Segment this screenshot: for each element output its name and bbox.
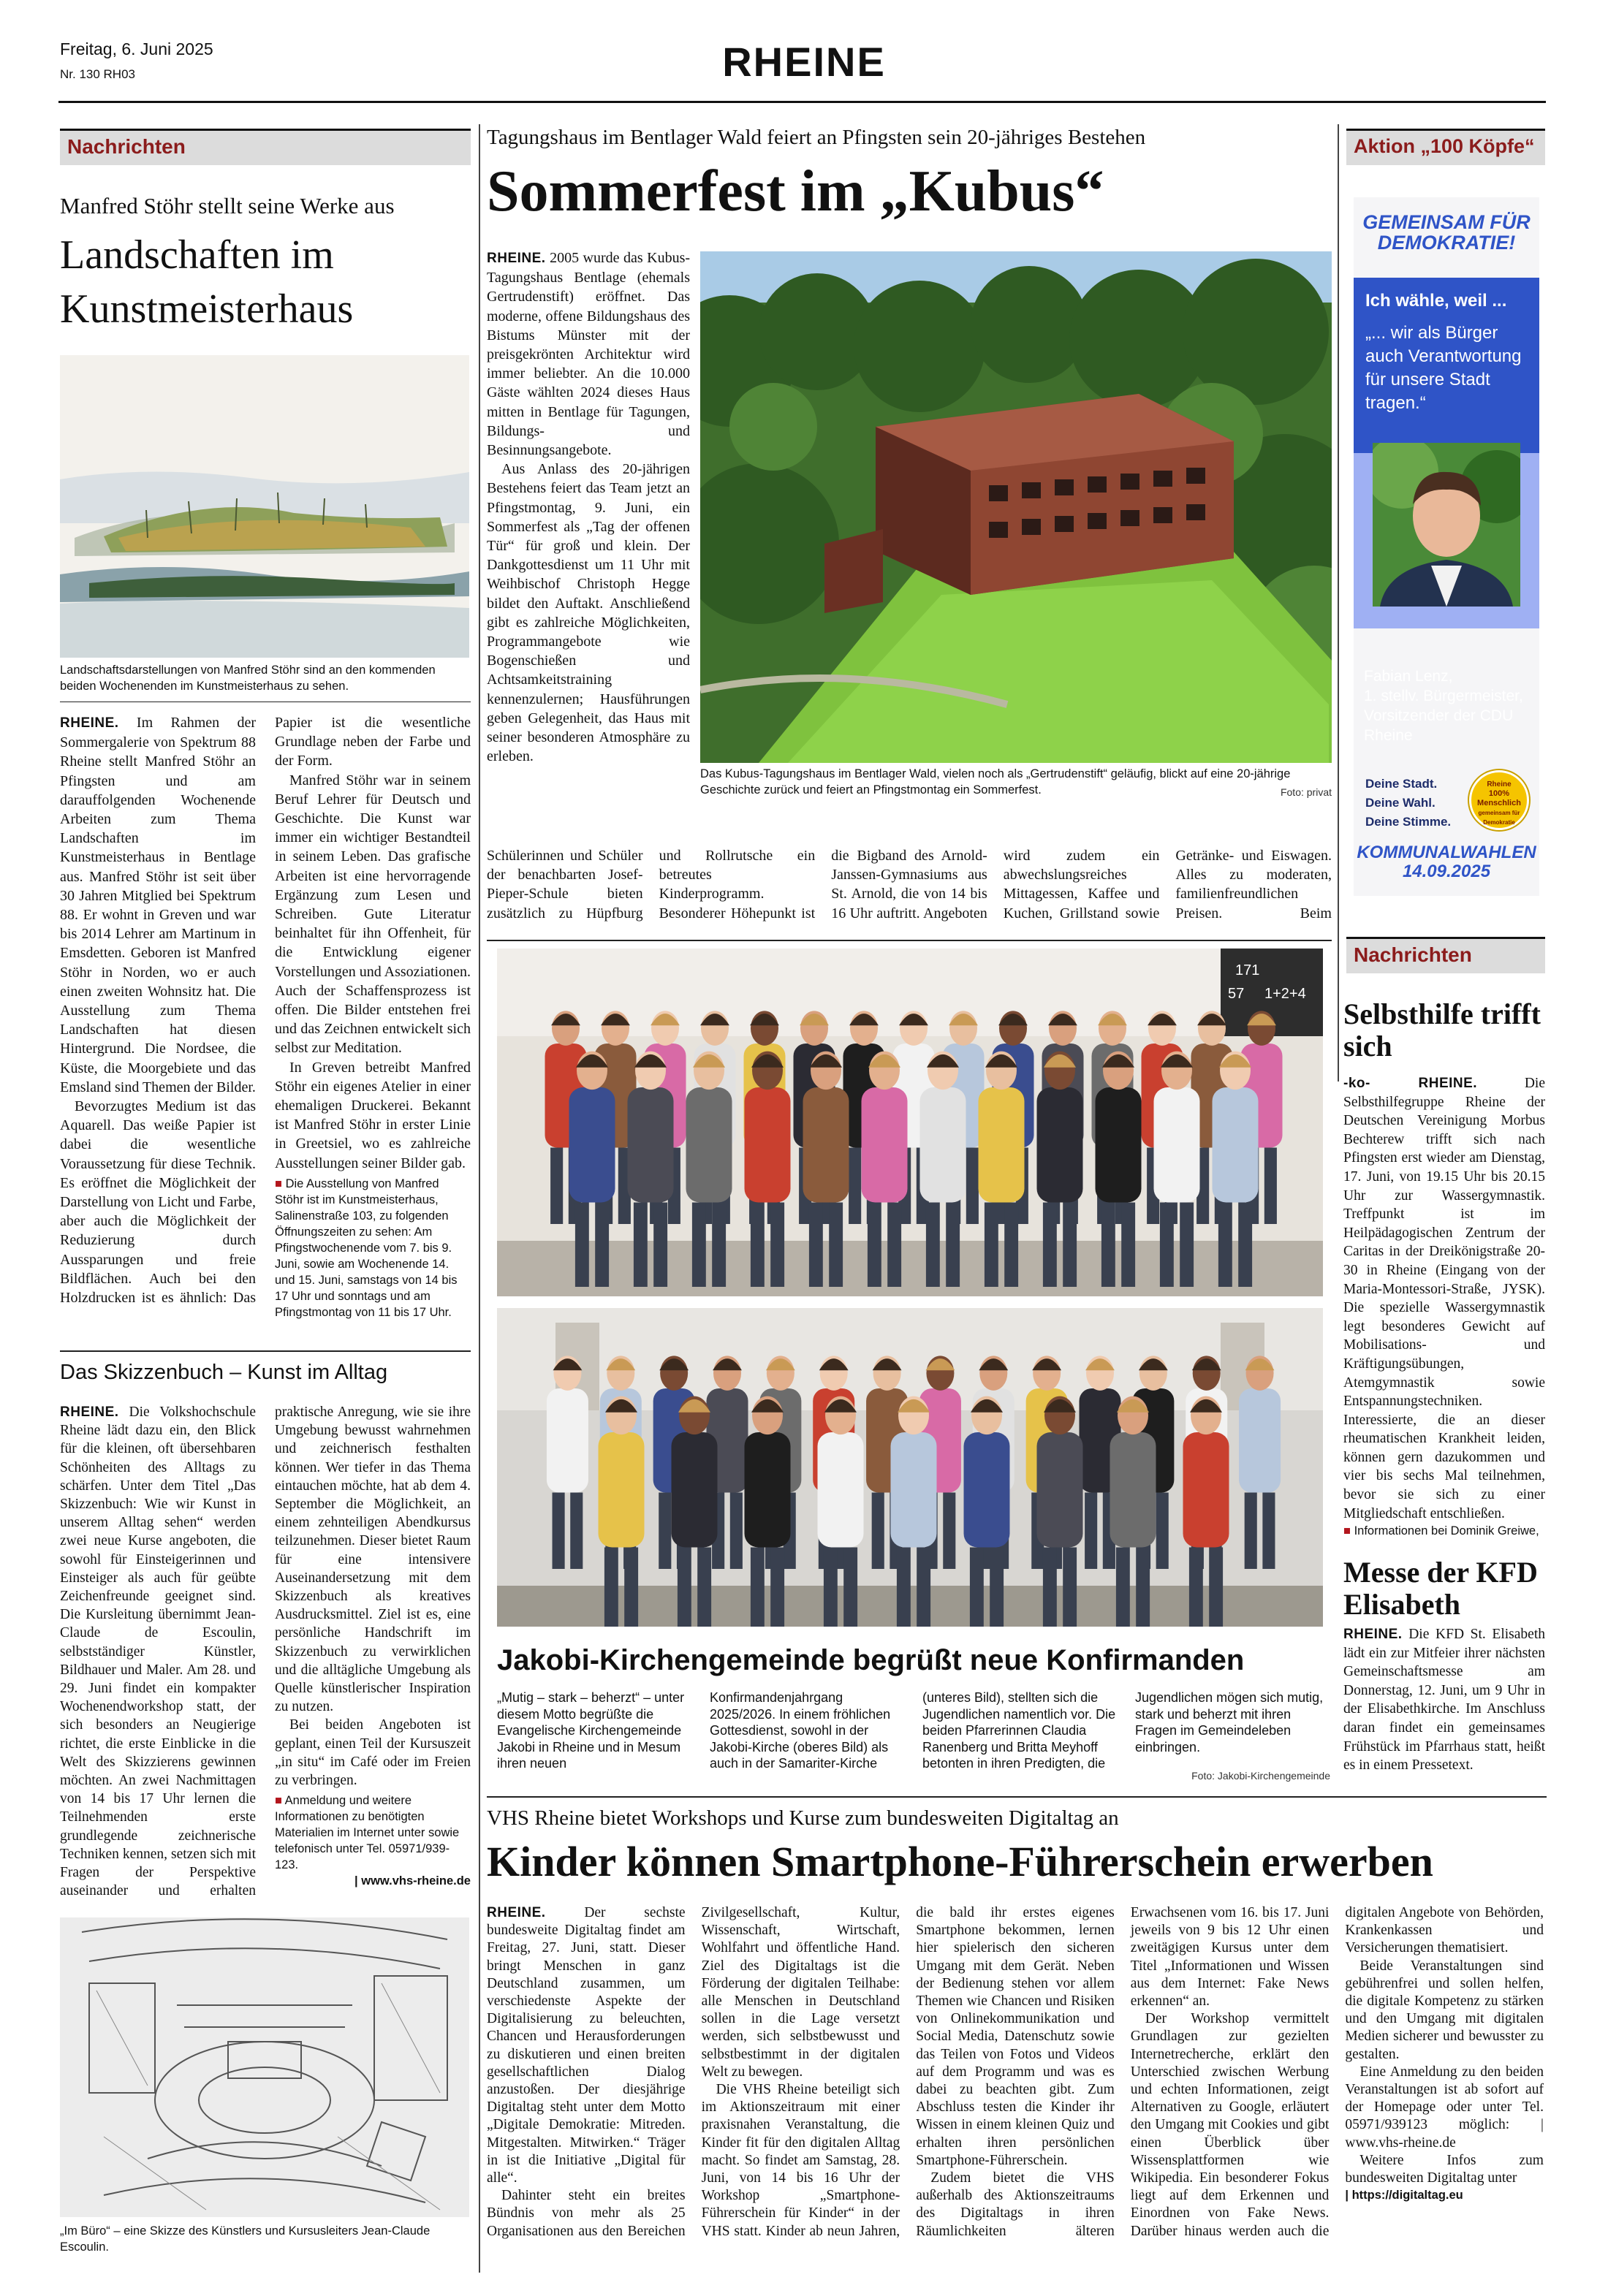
section-tag-nachrichten-right: Nachrichten [1346,937,1545,973]
header-rule [58,101,1546,103]
skizzen-sketch-image [60,1917,469,2217]
kubus-paragraph-3: Schülerinnen und Schüler der benachbarten Josef-Pieper-Schule bieten zusätzlich zu Hüpfburg und Rollrutsche ein betreutes Kinderprogramm. Besonderer Höhepunkt ist die Bigband des Arnold-Janssen-Gymnasiums aus St. Arnold, die von 14 bis 16 Uhr auftritt. Angeboten wird zudem ein abwechslungsreiches Mittagessen, Kaffee und Kuchen, Grillstand sowie Getränke- und Eiswagen. Alles zu moderaten, familienfreundlichen Preisen. Beim [487,848,1332,921]
info-square-icon: ■ [275,1176,282,1190]
dateline: RHEINE. [487,1905,546,1920]
kunst-article-body [60,713,471,1342]
info-square-icon: ■ [1343,1524,1351,1538]
election-ad [1354,197,1539,896]
page-section-title: RHEINE [722,39,886,85]
kunst-paragraph-4: In Greven betreibt Manfred Stöhr ein eigenes Atelier in einer ehemaligen Druckerei. Bekannt ist Manfred Stöhr in erster Linie in Greetsiel, wo es zahlreiche Ausstellungen seiner Bilder gab. [275,1059,471,1171]
messe-body [1343,1625,1545,1793]
kunst-paragraph-2: Bevorzugtes Medium ist das Aquarell. Das weiße Papier ist dabei die wesentliche Voraussetzung für diese Technik. Es eröffnet die Möglichkeit der Darstellung von Licht und Farbe, aber auch die Möglichkeit der Reduzierung durch Aussparungen und freie Bildflächen. Auch bei den Holzdrucken ist es ähnlich: Das Papier ist die wesentliche Grundlage neben der Farbe und der Form. [60,715,471,1307]
konfirmanden-headline: Jakobi-Kirchengemeinde begrüßt neue Konfirmanden [497,1644,1245,1676]
digital-paragraph-5: Der Workshop vermittelt Grundlagen zur gezielten Internetrecherche, erklärt den Unterschied zwischen Werbung und echten Informationen, zeigt Alternativen zu Google, erläutert den Umgang mit Cookies und gibt einen Überblick über Wissensplattformen wie Wikipedia. Ein besonderer Fokus liegt auf dem Erkennen und Einordnen von Fake News. Darüber hinaus werden auch die digitalen Angebote von Behörden, Krankenkassen und Versicherungen thematisiert. [1130,1905,1544,2239]
digital-paragraph-8: Weitere Infos zum bundesweiten Digitaltag unter [1345,2152,1544,2186]
digital-headline: Kinder können Smartphone-Führerschein erwerben [487,1838,1433,1885]
ad-seal-badge [1469,770,1529,830]
dateline: RHEINE. [60,1404,119,1420]
kunst-info: Die Ausstellung von Manfred Stöhr ist im Kunstmeisterhaus, Salinenstraße 103, zu folgenden Öffnungszeiten zu sehen: Am Pfingstwochenende vom 7. bis 9. Juni, sowie am Wochenende 14. und 15. Juni, samstags von 14 bis 17 Uhr und sonntags und am Pfingstmontag von 11 bis 17 Uhr. [275,1176,458,1319]
article-divider [60,1350,471,1352]
selbsthilfe-text: Die Selbsthilfegruppe Rheine der Deutschen Vereinigung Morbus Bechterew trifft sich nach Pfingsten erst wieder am Dienstag, 17. Juni, von 19.15 Uhr bis 20.15 Uhr zur Wassergymnastik. Treffpunkt ist im Heilpädagogischen Zentrum der Caritas in der Dreikönigstraße 20-30 in Rheine (Eingang von der Maria-Montessori-Straße, JYSK). Die spezielle Wassergymnastik legt besonderes Gewicht auf Mobilisations- und Kräftigungsübungen, Atemgymnastik sowie Entspannungstechniken. Interessierte, die an dieser rheumatischen Krankheit leiden, können gern dazukommen und vier bis sechs Mal teilnehmen, bevor sie sich zu einer Mitgliedschaft entschließen. [1343,1076,1545,1521]
kubus-building-photo [700,251,1332,763]
konfirmanden-photo-credit: Foto: Jakobi-Kirchengemeinde [1191,1770,1330,1782]
section-tag-nachrichten: Nachrichten [60,129,471,165]
ad-election-label: KOMMUNALWAHLEN [1357,843,1536,862]
konfirmanden-photo-samariter-kirche [497,1308,1323,1627]
section-tag-aktion: Aktion „100 Köpfe“ [1346,129,1545,165]
issue-number: Nr. 130 RH03 [60,67,135,81]
kunst-paragraph-1: Im Rahmen der Sommergalerie von Spektrum 88 Rheine stellt Manfred Stöhr an Pfingsten und am darauffolgenden Wochenende Arbeiten zum Thema Landschaften im Kunstmeisterhaus in Bentlage aus. Manfred Stöhr ist seit über 30 Jahren Mitglied bei Spektrum 88. Er wohnt in Greven und war bis 2014 Lehrer am Martinum in Emsdetten. Geboren ist Manfred Stöhr in Norden, wo er auch einen zweiten Wohnsitz hat. Die Ausstellung zum Thema Landschaften hat diesen Hintergrund. Die Nordsee, die Küste, die Moorgebiete und das Emsland sind Themen der Bilder. [60,715,257,1095]
ad-quote-head: Ich wähle, weil ... [1365,291,1507,311]
digital-paragraph-1: Der sechste bundesweite Digitaltag findet am Freitag, 27. Juni, statt. Dieser bringt Menschen in ganz Deutschland zusammen, um verschiedenste Aspekte der Digitalisierung zu beleuchten, Chancen und Herausforderungen zu diskutieren und einen breiten gesellschaftlichen Dialog anzustoßen. Der diesjährige Digitaltag steht unter dem Motto „Digitale Demokratie: Mitreden. Mitgestalten. Mitwirken.“ Träger in ist die Initiative „Digital für alle“. [487,1905,686,2186]
issue-date: Freitag, 6. Juni 2025 [60,39,213,58]
skizzen-paragraph-2: Bei beiden Angeboten ist geplant, einen Teil der Kursuszeit „in situ“ im Café oder im Freien zu verbringen. [275,1717,471,1789]
ad-quote-box [1354,278,1539,453]
article-divider [487,940,1332,941]
kubus-kicker: Tagungshaus im Bentlager Wald feiert an Pfingsten sein 20-jähriges Bestehen [487,126,1146,149]
ad-person-name: Fabian Lenz, [1364,668,1453,685]
kubus-photo-caption: Das Kubus-Tagungshaus im Bentlager Wald, vielen noch als „Gertrudenstift“ geläufig, blickt auf eine 20-jährige Geschichte zurück und feiert an Pfingstmontag ein Sommerfest. [700,767,1291,797]
info-square-icon: ■ [275,1794,282,1808]
ad-slogan-1: Deine Stadt. [1365,777,1438,791]
skizzen-article-body [60,1403,471,1928]
ad-election-date: 14.09.2025 [1402,862,1491,881]
skizzen-image-caption: „Im Büro“ – eine Skizze des Künstlers und Kursusleiters Jean-Claude Escoulin. [60,2224,431,2254]
selbsthilfe-info: Informationen bei Dominik Greiwe, [1354,1524,1539,1538]
skizzen-info: Anmeldung und weitere Informationen zu benötigten Materialien im Internet unter sowie telefonisch unter Tel. 05971/939-123. [275,1794,460,1872]
ad-quote: „... wir als Bürger auch Verantwortung für unsere Stadt tragen.“ [1365,323,1522,413]
digital-paragraph-2: Dahinter steht ein breites Bündnis von mehr als 25 Organisationen aus den Bereichen Zivilgesellschaft, Kultur, Wissenschaft, Wirtschaft, Wohlfahrt und öffentliche Hand. Ziel des Digitaltags ist die Förderung der digitalen Teilhabe: alle Menschen in Deutschland sollen in die Lage versetzt werden, sich selbstbewusst und selbstbestimmt in der digitalen Welt zu bewegen. [487,1905,900,2239]
ad-brand-line-1: GEMEINSAM FÜR [1362,211,1531,233]
digital-paragraph-3: Die VHS Rheine beteiligt sich im Aktionszeitraum mit einer praxisnahen Veranstaltung, die Kinder fit für den digitalen Alltag macht. So findet am Samstag, 28. Juni, von 14 bis 16 Uhr der Workshop „Smartphone-Führerschein für Kinder“ in der VHS statt. Kinder ab neun Jahren, die bald ihr erstes eigenes Smartphone bekommen, lernen hier spielerisch den sicheren Umgang mit dem Gerät. Neben der Bedienung stehen vor allem Themen wie Chancen und Risiken von Onlinekommunikation und Social Media, Datenschutz sowie das Teilen von Fotos und Videos auf dem Programm und was es dabei zu beachten gibt. Zum Abschluss testen die Kinder ihr Wissen in einem kleinen Quiz und erhalten ihren persönlichen Smartphone-Führerschein. [701,1905,1115,2239]
selbsthilfe-headline: Selbsthilfe trifft sich [1343,997,1541,1063]
messe-text: Die KFD St. Elisabeth lädt ein zur Mitfeier ihrer nächsten Gemeinschaftsmesse am Donnerstag, 12. Juni, um 9 Uhr in der Elisabethkirche. Im Anschluss daran findet ein gemeinsames Frühstück im Pfarrhaus statt, heißt es in einem Pressetext. [1343,1627,1545,1774]
kubus-paragraph-2: Aus Anlass des 20-jährigen Bestehens feiert das Team jetzt an Pfingstmontag, 9. Juni, ein Sommerfest als „Tag der offenen Tür“ für groß und klein. Der Dankgottesdienst um 11 Uhr mit Weihbischof Christoph Hegge bildet den Auftakt. Anschließend gibt es zahlreiche Möglichkeiten, Programmangebote wie Bogenschießen und Achtsamkeitstraining kennenzulernen; Hausführungen geben Gelegenheit, das Haus mit seiner besonderen Atmosphäre zu erleben. [487,461,690,765]
skizzen-website-link[interactable]: | www.vhs-rheine.de [354,1874,471,1888]
ad-seal-top: Rheine [1487,780,1512,788]
kunst-image-caption: Landschaftsdarstellungen von Manfred Stöhr sind an den kommenden beiden Wochenenden im Kunstmeisterhaus zu sehen. [60,664,436,693]
dateline: RHEINE. [60,715,119,731]
digital-paragraph-4: Zudem bietet die VHS außerhalb des Aktionszeitraums des Digitaltags in ihren Räumlichkeiten älteren Erwachsenen vom 16. bis 17. Juni jeweils von 9 bis 12 Uhr einen zweitägigen Kursus unter dem Titel „Informationen und Wissen aus dem Internet: Fake News erkennen“ an. [916,1905,1330,2239]
dateline: RHEINE. [487,251,546,266]
kunst-kicker: Manfred Stöhr stellt seine Werke aus [60,193,395,218]
ad-seal-bottom: gemeinsam für Demokratie [1478,810,1520,826]
konfirmanden-text-body: „Mutig – stark – beherzt“ – unter diesem Motto begrüßte die Evangelische Kirchengemeinde Jakobi in Rheine und in Mesum ihren neuen Konfirmandenjahrgang 2025/2026. In einem fröhlichen Gottesdienst, sowohl in der Jakobi-Kirche (oberes Bild) als auch in der Samariter-Kirche (unteres Bild), stellten sich die Jugendlichen namentlich vor. Die beiden Pfarrerinnen Claudia Ranenberg und Britta Meyhoff betonten in ihren Predigten, die Jugendlichen mögen sich mutig, stark und beherzt mit ihren Fragen im Gemeindeleben einbringen. [497,1690,1324,1771]
kubus-headline: Sommerfest im „Kubus“ [487,159,1104,224]
hymn-board-number-2: 57 [1228,986,1245,1002]
article-divider [487,1796,1547,1798]
kunst-headline: Landschaften im Kunstmeisterhaus [60,232,354,332]
dateline: -ko- RHEINE. [1343,1076,1478,1091]
ad-portrait-photo [1373,443,1520,607]
ad-slogan-2: Deine Wahl. [1365,796,1436,810]
dateline: RHEINE. [1343,1627,1403,1642]
digital-paragraph-6: Beide Veranstaltungen sind gebührenfrei und sollen helfen, die digitale Kompetenz zu stärken und den Umgang mit digitalen Medien sicherer und bewusster zu gestalten. [1345,1958,1544,2062]
ad-person-role: 1. stellv. Bürgermeister, Vorsitzender der CDU Rheine [1364,688,1523,744]
kunst-paragraph-3: Manfred Stöhr war in seinem Beruf Lehrer für Deutsch und Geschichte. Die Kunst war immer ein wichtiger Bestandteil in seinem Leben. Das grafische Arbeiten ist eine hervorragende Ergänzung zum Lesen und Schreiben. Gute Literatur beinhaltet für ihn Offenheit, für die Entwicklung eigener Vorstellungen und Assoziationen. Auch der Schaffensprozess ist offen. Die Bilder entstehen frei und das Zeichnen entwickelt sich selbst zur Meditation. [275,772,471,1057]
ad-slogan-3: Deine Stimme. [1365,815,1452,829]
digitaltag-website-link[interactable]: | https://digitaltag.eu [1345,2189,1463,2202]
messe-headline: Messe der KFD Elisabeth [1343,1556,1538,1621]
selbsthilfe-body [1343,1074,1545,1542]
kubus-paragraph-1: 2005 wurde das Kubus-Tagungshaus Bentlage (ehemals Gertrudenstift) eröffnet. Das moderne, offene Bildungshaus des Bistums Münster mit der preisgekrönten Architektur wird immer beliebter. An die 10.000 Gäste wählten 2024 dieses Haus mitten in Bentlage für Tagungen, Bildungs- und Besinnungsangebote. [487,250,690,459]
digital-article-body [487,1904,1544,2255]
ad-seal-mid: 100% Menschlich [1477,789,1521,807]
kubus-photo-credit: Foto: privat [1280,786,1332,798]
hymn-board-number-3: 1+2+4 [1264,986,1306,1002]
column-divider-left [479,124,480,2273]
kunst-watercolor-image [60,355,469,658]
kubus-article-body-2 [487,846,1332,937]
hymn-board-number-1: 171 [1235,962,1260,978]
column-divider-right [1338,124,1339,1082]
ad-brand-line-2: DEMOKRATIE! [1377,232,1516,254]
digital-kicker: VHS Rheine bietet Workshops und Kurse zum bundesweiten Digitaltag an [487,1806,1119,1830]
skizzen-headline: Das Skizzenbuch – Kunst im Alltag [60,1361,388,1384]
digital-paragraph-7: Eine Anmeldung zu den beiden Veranstaltungen ist ab sofort auf der Homepage oder unter Tel. 05971/939123 möglich: | www.vhs-rheine.de [1345,2064,1544,2151]
kubus-article-body-1 [487,248,690,848]
konfirmanden-photo-jakobi-kirche [497,949,1323,1296]
skizzen-paragraph-1: Die Volkshochschule Rheine lädt dazu ein, den Blick für die kleinen, oft übersehbaren Schönheiten des Alltags zu schärfen. Unter dem Titel „Das Skizzenbuch: Wie wir Kunst in unserem Alltag sehen“ werden zwei neue Kurse angeboten, die sowohl für Einsteigerinnen und Einsteiger als auch für geübte Zeichenfreunde geeignet sind. Die Kursleitung übernimmt Jean-Claude de Escoulin, selbstständiger Künstler, Bildhauer und Maler. Am 28. und 29. Juni findet ein kompakter Wochenendworkshop statt, der sich besonders an Neugierige richtet, die erste Einblicke in die Welt des Skizzierens gewinnen möchten. An zwei Nachmittagen von 14 bis 17 Uhr lernen die Teilnehmenden erste grundlegende zeichnerische Techniken kennen, setzen sich mit Fragen der Perspektive auseinander und erhalten praktische Anregung, wie sie ihre Umgebung bewusst wahrnehmen und zeichnerisch festhalten können. Wer tiefer in das Thema eintauchen möchte, hat ab dem 4. September die Möglichkeit, an einem zehnteiligen Abendkursus teilzunehmen. Dieser bietet Raum für eine intensivere Auseinandersetzung mit dem Skizzenbuch als kreatives Ausdrucksmittel. Ziel ist es, eine persönliche Handschrift im Skizzenbuch zu verwirklichen und die alltägliche Umgebung als Quelle künstlerischer Inspiration zu nutzen. [60,1404,471,1899]
